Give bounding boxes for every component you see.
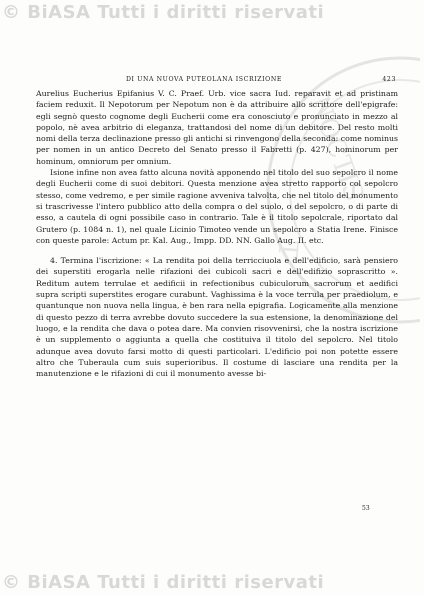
paragraph: Isione infine non avea fatto alcuna novità apponendo nel titolo del suo sepolcro il nome degli Eucherii come di suoi debitori. Questa menzione avea stretto rapporto col sepolcro stesso, come vedremo, e per simile ragione avveniva talvolta, che nel titolo del monumento si trascrivesse l'intero pubblico atto della compra o del suolo, o del sepolcro, o di parte di esso, a cautela di ogni possibile caso in contrario. Tale è il titolo sepolcrale, riportato dal Grutero (p. 1084 n. 1), nel quale Licinio Timoteo vende un sepolcro a Statia Irene. Finisce con queste parole: Actum pr. Kal. Aug., Impp. DD. NN. Gallo Aug. II. etc. [36,168,398,245]
svg-text:NOCTIS: NOCTIS [303,92,370,206]
paragraph: Aurelius Eucherius Epifanius V. C. Praef. Urb. vice sacra Iud. reparavit et ad pristinam faciem reduxit. Il Nepotorum per Nepotum non è da attribuire allo scrittore dell'epigrafe: egli segnò questo cognome degli Eucherii come era conosciuto e pronunciato in mezzo al popolo, nè avea arbitrio di eleganza, trattandosi del nome di un debitore. Del resto molti nomi della terza declinazione presso gli antichi si rinvengono della seconda: come nominus per nomen in un antico Decreto del Senato presso il Fabretti (p. 427), hominorum per hominum, omniorum per omnium. [36,89,398,166]
running-title: DI UNA NUOVA PUTEOLANA ISCRIZIONE [126,76,282,83]
body-text [36,88,398,379]
signature-mark: 53 [362,505,370,512]
paragraph: 4. Termina l'iscrizione: « La rendita poi della terricciuola e dell'edificio, sarà pensiero dei superstiti erogarla nelle rifazioni dei cubicoli sacri e dell'edifizio soprascritto ». Reditum autem terrulae et aedificii in refectionibus cubiculorum sacrorum et aedifici supra scripti superstites erogare curabunt. Vaghissima è la voce terrula per praediolum, e quantunque non nuova nella lingua, è ben rara nella epigrafia. Logicamente alla menzione di questo pezzo di terra avrebbe dovuto succedere la sua estensione, la denominazione del luogo, e la rendita che dava o potea dare. Ma convien risovvenirsi, che la nostra iscrizione è un supplemento o aggiunta a quella che costituiva il titolo del sepolcro. Nel titolo adunque avea dovuto farsi motto di questi particolari. L'edificio poi non potette essere altro che Tuberaula cum suis superioribus. Il costume di lasciare una rendita per la manutenzione e le rifazioni di cui il monumento avesse bi- [36,256,398,379]
running-header [36,76,396,86]
watermark-bottom: © BiASA Tutti i diritti riservati [2,572,325,593]
page-number: 423 [382,76,396,83]
watermark-top: © BiASA Tutti i diritti riservati [2,2,325,23]
svg-text:T: T [271,239,303,260]
